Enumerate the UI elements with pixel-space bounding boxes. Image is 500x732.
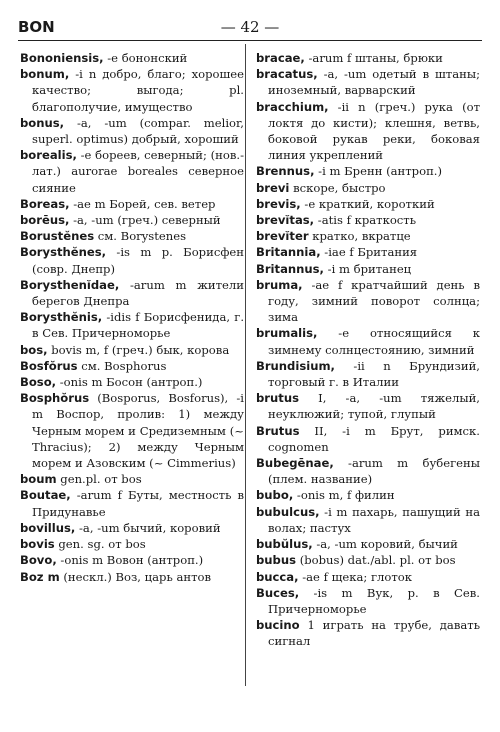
dictionary-entry — [256, 358, 480, 390]
dictionary-entry — [20, 358, 244, 374]
entry-definition: II, -i m Брут, римск. cognomen — [268, 423, 480, 454]
entry-definition: -a, -um (compar. melior, superl. optimus) добрый, хороший — [32, 115, 244, 147]
entry-headword: bruma, — [256, 277, 303, 292]
dictionary-entry — [256, 277, 480, 326]
page-header — [18, 16, 482, 41]
dictionary-entry — [20, 115, 244, 147]
entry-headword: Borustĕnes — [20, 229, 95, 244]
entry-headword: Borysthĕnis, — [20, 310, 103, 325]
entry-definition: (Bosporus, Bosforus), -i m Воспор, пролив: 1) между Черным морем и Средиземным (~ Thracius); 2) между Черным морем и Азовским (~ Cimmerius) — [32, 391, 244, 471]
dictionary-entry — [20, 309, 244, 341]
entry-definition: -onis m Босон (антроп.) — [56, 375, 203, 390]
dictionary-entry — [256, 228, 480, 244]
entry-headword: brevĭter — [256, 229, 309, 244]
entry-headword: Bosfŏrus — [20, 358, 78, 373]
entry-definition: -e относящийся к зимнему солнцестоянию, зимний — [268, 326, 480, 357]
entry-headword: bubo, — [256, 488, 294, 503]
dictionary-entry — [20, 147, 244, 196]
entry-headword: bovillus, — [20, 520, 76, 535]
dictionary-entry — [256, 180, 480, 196]
entry-headword: brutus — [256, 391, 299, 406]
entry-headword: bracae, — [256, 51, 305, 65]
entry-definition: -e краткий, короткий — [300, 196, 435, 211]
dictionary-entry — [256, 423, 480, 455]
dictionary-entry — [256, 244, 480, 260]
entry-headword: boum — [20, 472, 57, 487]
entry-definition: -arum f штаны, брюки — [304, 51, 443, 65]
entry-definition: I, -a, -um тяжелый, неуклюжий; тупой, глупый — [268, 391, 480, 422]
entry-headword: borealis, — [20, 148, 77, 163]
entry-headword: Bubegēnae, — [256, 456, 334, 471]
entry-headword: Brundisium, — [256, 358, 335, 373]
entry-headword: brevis, — [256, 196, 301, 211]
entry-headword: brumalis, — [256, 326, 318, 341]
dictionary-entry — [256, 617, 480, 649]
entry-definition: -i m пахарь, пашущий на волах; пастух — [268, 504, 480, 535]
entry-headword: bracatus, — [256, 67, 318, 82]
entry-headword: bubŭlus, — [256, 537, 313, 552]
dictionary-entry — [20, 487, 244, 519]
entry-definition: (bobus) dat./abl. pl. от bos — [296, 553, 456, 568]
dictionary-entry — [20, 244, 244, 276]
entry-headword: bonus, — [20, 115, 65, 130]
dictionary-entry — [20, 50, 244, 66]
entry-definition: -is m Вук, р. в Сев. Причерноморье — [268, 585, 480, 616]
dictionary-entry — [20, 196, 244, 212]
entry-definition: см. Bosphorus — [77, 358, 167, 373]
entry-definition: -i m британец — [323, 261, 412, 276]
entry-headword: Bovo, — [20, 553, 57, 568]
entry-definition: -a, -um бычий, коровий — [75, 520, 221, 535]
entry-headword: Boreas, — [20, 196, 70, 211]
entry-definition: gen. sg. от bos — [54, 537, 146, 552]
dictionary-entry — [20, 390, 244, 471]
entry-headword: bovis — [20, 537, 55, 552]
entry-definition: вскоре, быстро — [289, 180, 386, 195]
entry-definition: -a, -um одетый в штаны; иноземный, варварский — [268, 67, 480, 98]
entry-definition: -arum m жители берегов Днепра — [32, 277, 244, 309]
dictionary-entry — [256, 66, 480, 98]
entry-headword: brevĭtas, — [256, 213, 315, 228]
entry-headword: bubus — [256, 553, 297, 568]
entry-headword: Boutae, — [20, 488, 71, 503]
entry-headword: Bosphŏrus — [20, 391, 90, 406]
entry-definition: -ae m Борей, сев. ветер — [69, 196, 216, 211]
dictionary-entry — [20, 66, 244, 115]
entry-headword: Britannia, — [256, 245, 321, 260]
dictionary-entry — [256, 455, 480, 487]
dictionary-entry — [20, 569, 244, 585]
entry-headword: bucino — [256, 618, 300, 633]
entry-definition: -onis m, f филин — [293, 488, 395, 503]
entry-headword: bonum, — [20, 67, 70, 82]
entry-definition: -is m р. Борисфен (совр. Днепр) — [32, 245, 244, 276]
dictionary-entry — [20, 552, 244, 568]
entry-definition: 1 играть на трубе, давать сигнал — [268, 618, 480, 649]
entry-headword: borēus, — [20, 213, 70, 228]
dictionary-entry — [20, 228, 244, 244]
entry-definition: -arum f Буты, местность в Придунавье — [32, 488, 244, 519]
dictionary-entry — [256, 325, 480, 357]
dictionary-entry — [256, 390, 480, 422]
entry-headword: bubulcus, — [256, 504, 320, 519]
dictionary-entry — [256, 585, 480, 617]
entry-definition: -ae f кратчайший день в году, зимний поворот солнца; зима — [268, 277, 480, 325]
entry-headword: Boz m — [20, 569, 60, 584]
entry-definition: (нескл.) Воз, царь антов — [59, 569, 212, 584]
entry-definition: -arum m бубегены (плем. название) — [268, 456, 480, 487]
dictionary-entry — [256, 261, 480, 277]
entry-headword: Brennus, — [256, 164, 315, 179]
entry-definition: -onis m Вовон (антроп.) — [56, 553, 204, 568]
entry-definition: -ii n (греч.) рука (от локтя до кисти); клешня, ветвь, боковой рукав реки, боковая линия укреплений — [268, 99, 480, 163]
entry-headword: bucca, — [256, 569, 299, 584]
entry-headword: Boso, — [20, 375, 57, 390]
entry-headword: Britannus, — [256, 261, 324, 276]
dictionary-entry — [256, 50, 480, 66]
entry-definition: -e бононский — [103, 51, 188, 65]
entry-definition: bovis m, f (греч.) бык, корова — [47, 342, 230, 357]
dictionary-entry — [20, 277, 244, 309]
dictionary-entry — [256, 569, 480, 585]
dictionary-entry — [256, 487, 480, 503]
dictionary-entry — [20, 520, 244, 536]
entry-definition: gen.pl. от bos — [56, 472, 142, 487]
dictionary-entry — [256, 196, 480, 212]
entry-definition: -ii n Брундизий, торговый г. в Италии — [268, 358, 480, 390]
entry-headword: Brutus — [256, 423, 300, 438]
dictionary-entry — [20, 536, 244, 552]
left-column — [20, 50, 244, 720]
entry-headword: Bononiensis, — [20, 51, 104, 65]
dictionary-entry — [20, 374, 244, 390]
entry-definition: -a, -um коровий, бычий — [312, 537, 458, 552]
dictionary-entry — [20, 342, 244, 358]
entry-definition: -iae f Британия — [320, 245, 418, 260]
page-number: — 42 — — [220, 18, 280, 36]
entry-headword: Borysthĕnes, — [20, 245, 107, 260]
dictionary-entry — [256, 212, 480, 228]
right-column — [256, 50, 480, 720]
entry-headword: Borysthenĭdae, — [20, 277, 120, 292]
dictionary-entry — [256, 536, 480, 552]
dictionary-entry — [256, 99, 480, 164]
dictionary-entry — [256, 163, 480, 179]
entry-definition: -a, -um (греч.) северный — [69, 213, 221, 228]
guide-word: BON — [18, 18, 55, 36]
dictionary-entry — [20, 471, 244, 487]
dictionary-entry — [256, 552, 480, 568]
entry-definition: -e бореев, северный; (нов.-лат.) aurorae boreales северное сияние — [32, 148, 244, 195]
entry-definition: -i m Бренн (антроп.) — [314, 164, 443, 179]
entry-headword: brevi — [256, 180, 290, 195]
dictionary-entry — [256, 504, 480, 536]
dictionary-entry — [20, 212, 244, 228]
entry-headword: Buces, — [256, 585, 300, 600]
entry-definition: кратко, вкратце — [308, 229, 411, 244]
entry-headword: bracchium, — [256, 99, 329, 114]
entry-definition: -atis f краткость — [314, 213, 417, 228]
entry-definition: см. Borystenes — [94, 229, 187, 244]
entry-definition: -ae f щека; глоток — [298, 569, 413, 584]
entry-definition: -idis f Борисфенида, г. в Сев. Причерноморье — [32, 310, 244, 341]
column-divider — [245, 44, 246, 686]
entry-definition: -i n добро, благо; хорошее качество; выгода; pl. благополучие, имущество — [32, 67, 244, 114]
entry-headword: bos, — [20, 342, 48, 357]
